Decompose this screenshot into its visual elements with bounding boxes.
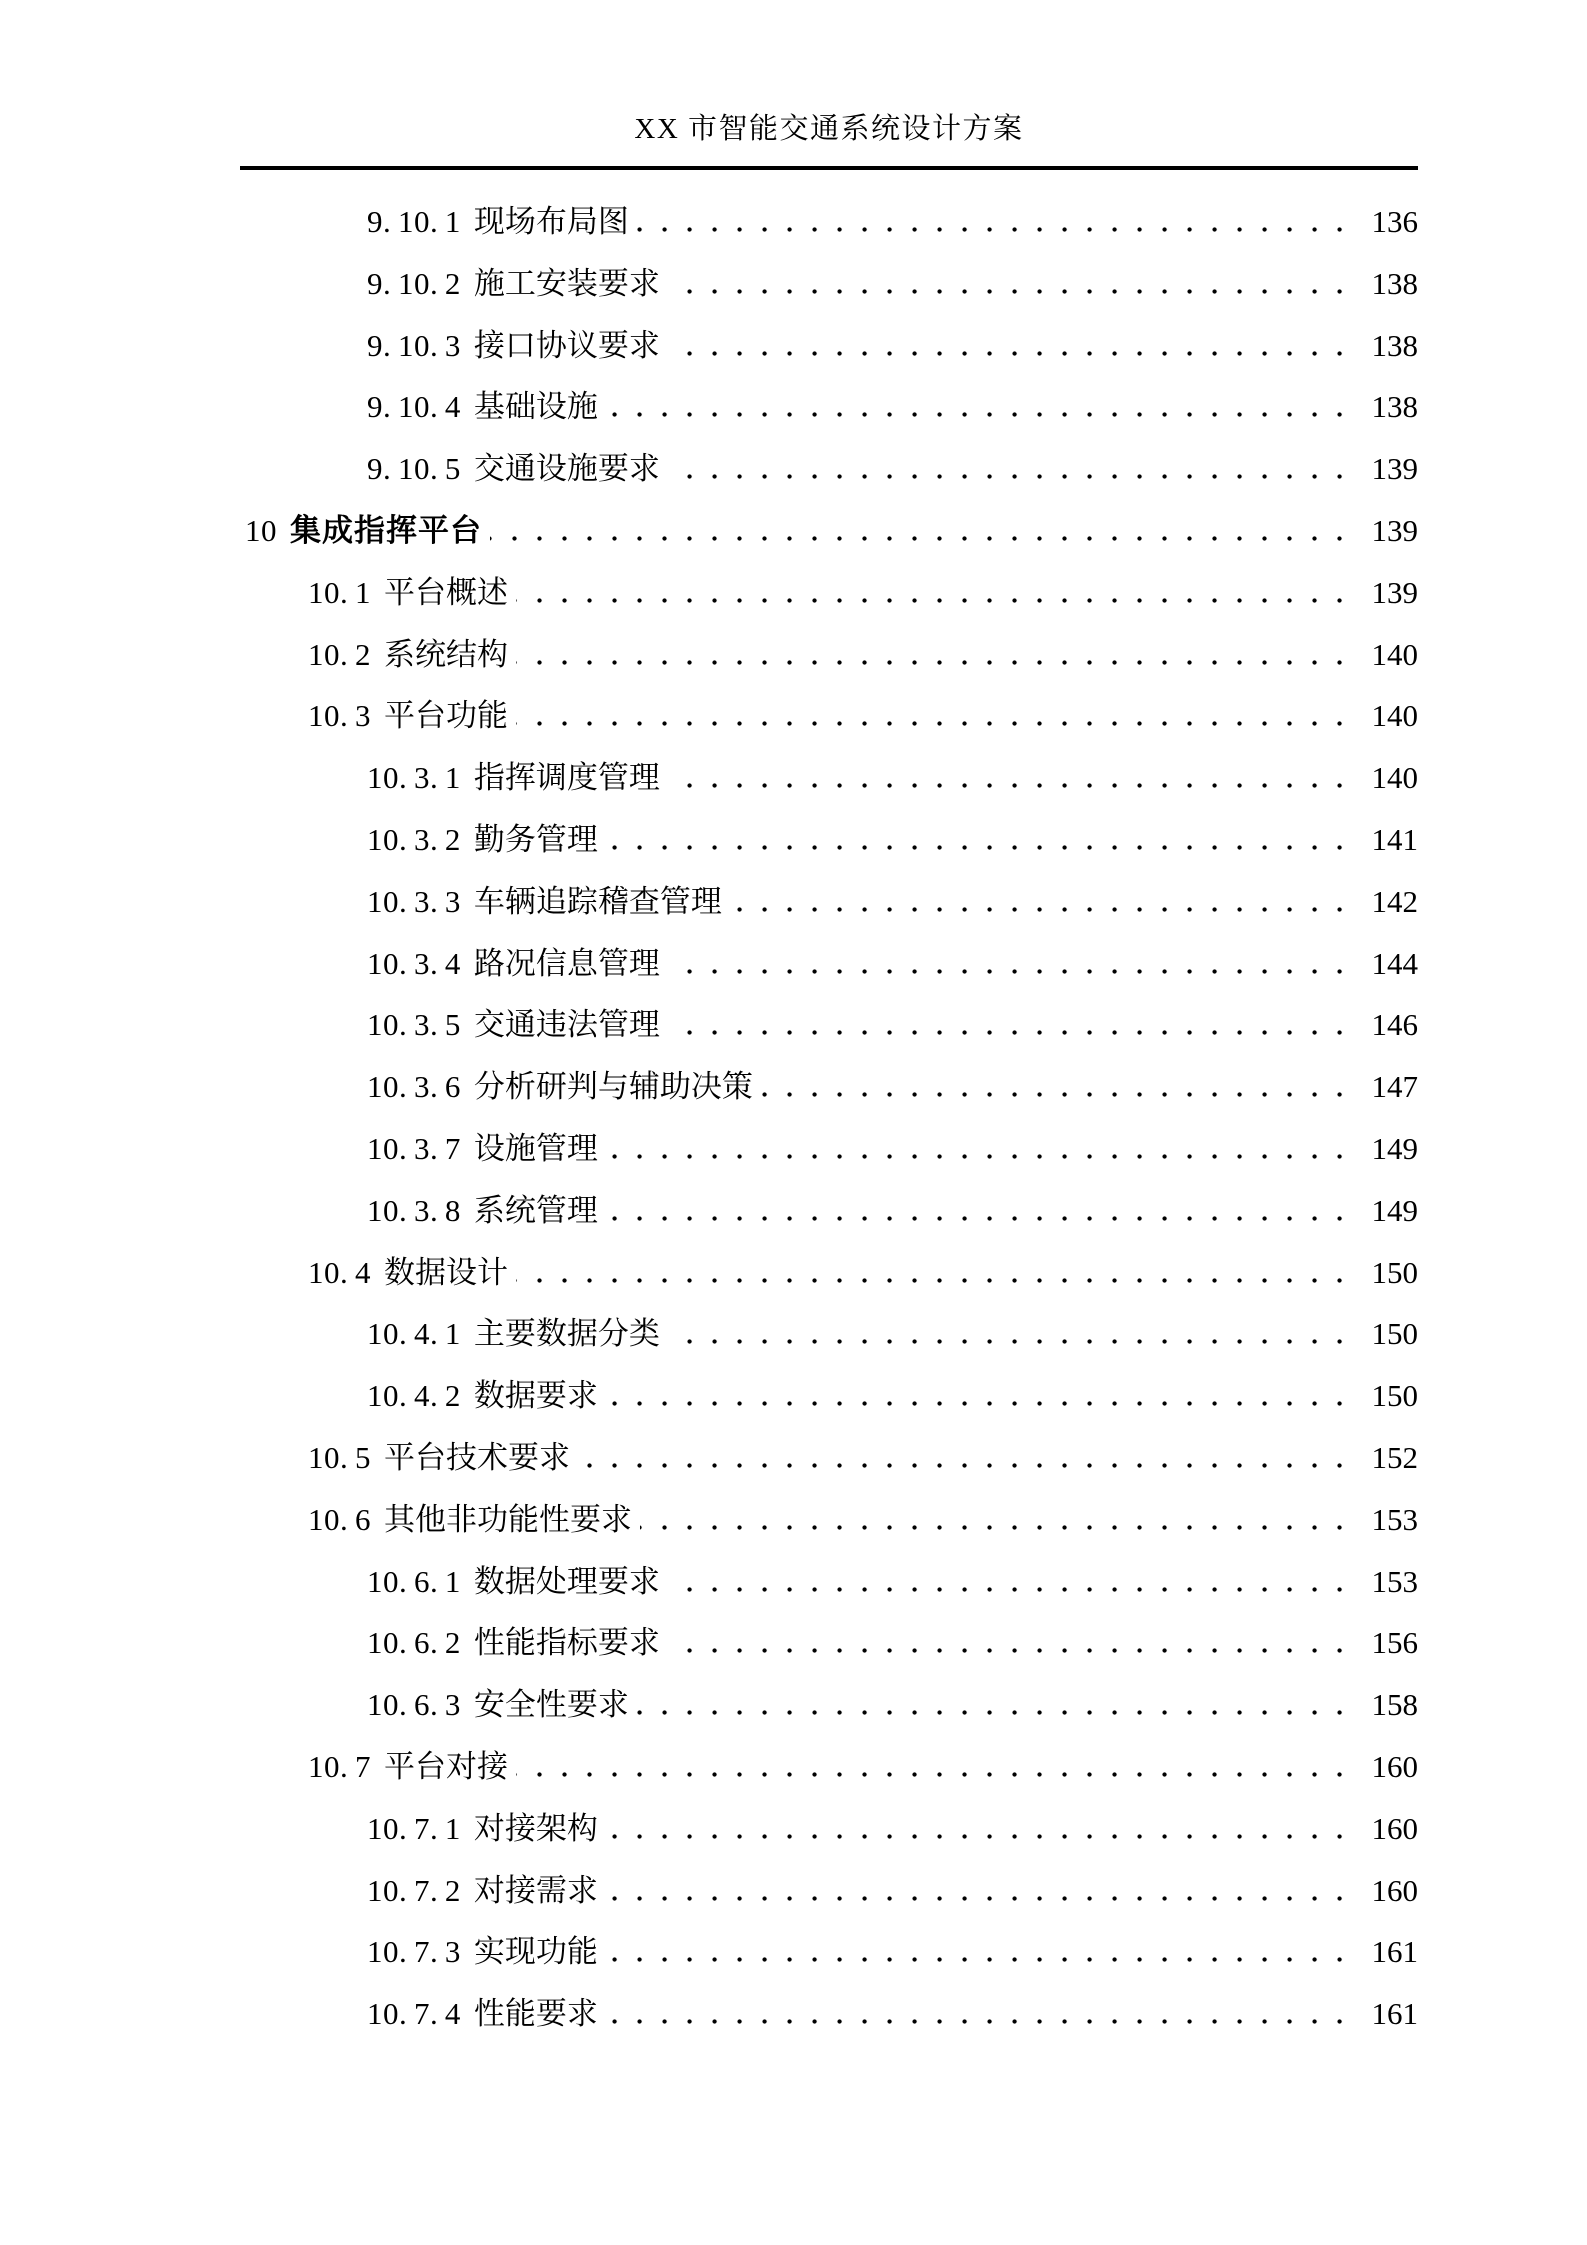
toc-entry[interactable]	[240, 747, 1418, 809]
toc-entry[interactable]	[240, 1489, 1418, 1551]
toc-entry-title: 系统结构	[383, 636, 508, 672]
toc-entry-number: 10. 3. 3	[367, 883, 461, 919]
toc-entry-page: 153	[1371, 1563, 1418, 1599]
dot-leader	[606, 2019, 1362, 2024]
toc-entry-title: 性能指标要求	[473, 1625, 660, 1661]
toc-entry-title: 交通设施要求	[473, 451, 660, 487]
toc-entry[interactable]	[240, 1983, 1418, 2045]
toc-entry[interactable]	[240, 438, 1418, 500]
toc-entry-title: 数据设计	[383, 1254, 508, 1290]
toc-entry-title: 安全性要求	[473, 1687, 629, 1723]
dot-leader	[516, 660, 1362, 665]
dot-leader	[637, 227, 1362, 232]
dot-leader	[668, 1587, 1362, 1592]
toc-entry-page: 140	[1371, 760, 1418, 796]
toc-entry[interactable]	[240, 1736, 1418, 1798]
toc-entry-number: 10. 6. 1	[367, 1563, 461, 1599]
dot-leader	[490, 536, 1362, 541]
dot-leader	[578, 1463, 1362, 1468]
toc-entry-number: 10. 5	[308, 1439, 371, 1475]
toc-entry-page: 138	[1371, 389, 1418, 425]
dot-leader	[606, 1896, 1362, 1901]
toc-entry[interactable]	[240, 1551, 1418, 1613]
dot-leader	[606, 412, 1362, 417]
dot-leader	[668, 1339, 1362, 1344]
toc-entry[interactable]	[240, 500, 1418, 562]
dot-leader	[668, 1030, 1362, 1035]
toc-entry-page: 150	[1371, 1378, 1418, 1414]
dot-leader	[761, 1092, 1362, 1097]
dot-leader	[606, 1216, 1362, 1221]
toc-entry[interactable]	[240, 1242, 1418, 1304]
toc-entry-page: 149	[1371, 1192, 1418, 1228]
toc-entry-number: 10. 6. 3	[367, 1687, 461, 1723]
toc-entry[interactable]	[240, 1860, 1418, 1922]
dot-leader	[668, 969, 1362, 974]
dot-leader	[668, 289, 1362, 294]
toc-entry[interactable]	[240, 315, 1418, 377]
toc-entry-page: 136	[1371, 204, 1418, 239]
toc-entry-number: 10. 4	[308, 1254, 371, 1290]
toc-entry-title: 平台技术要求	[383, 1439, 570, 1475]
toc-entry-page: 150	[1371, 1316, 1418, 1352]
toc-entry-title: 对接需求	[473, 1872, 598, 1908]
toc-entry-page: 147	[1371, 1069, 1418, 1105]
toc-entry-number: 10. 3. 6	[367, 1069, 461, 1105]
toc-entry-number: 10. 7. 2	[367, 1872, 461, 1908]
toc-entry[interactable]	[240, 1674, 1418, 1736]
toc-entry-number: 9. 10. 5	[367, 451, 461, 487]
toc-entry-title: 其他非功能性要求	[383, 1501, 632, 1537]
dot-leader	[606, 845, 1362, 850]
dot-leader	[516, 721, 1362, 726]
dot-leader	[516, 1278, 1362, 1283]
toc-entry-title: 路况信息管理	[473, 945, 660, 981]
toc-entry-page: 152	[1371, 1439, 1418, 1475]
toc-entry-number: 10. 1	[308, 574, 371, 610]
toc-entry-title: 平台对接	[383, 1748, 508, 1784]
toc-entry-page: 160	[1371, 1810, 1418, 1846]
toc-entry-number: 10	[245, 512, 277, 548]
dot-leader	[606, 1834, 1362, 1839]
toc-entry-number: 10. 6	[308, 1501, 371, 1537]
toc-entry-title: 基础设施	[473, 389, 598, 425]
toc-entry-number: 10. 3. 7	[367, 1130, 461, 1166]
toc-entry-title: 平台功能	[383, 698, 508, 734]
toc-entry[interactable]	[240, 1303, 1418, 1365]
toc-entry-number: 10. 4. 2	[367, 1378, 461, 1414]
toc-entry-number: 10. 7. 1	[367, 1810, 461, 1846]
page-header-title: XX 市智能交通系统设计方案	[634, 113, 1024, 145]
toc-entry-title: 实现功能	[473, 1934, 598, 1970]
dot-leader	[668, 474, 1362, 479]
toc-entry-number: 10. 3. 2	[367, 821, 461, 857]
toc-entry-title: 对接架构	[473, 1810, 598, 1846]
toc-entry-title: 车辆追踪稽查管理	[473, 883, 722, 919]
toc-entry-title: 系统管理	[473, 1192, 598, 1228]
toc-entry[interactable]	[240, 1180, 1418, 1242]
toc-entry-page: 156	[1371, 1625, 1418, 1661]
toc-entry[interactable]	[240, 1056, 1418, 1118]
toc-entry[interactable]	[240, 994, 1418, 1056]
dot-leader	[668, 783, 1362, 788]
dot-leader	[606, 1401, 1362, 1406]
toc-entry-title: 施工安装要求	[473, 265, 660, 301]
toc-entry[interactable]	[240, 933, 1418, 995]
dot-leader	[668, 1648, 1362, 1653]
toc-entry-number: 10. 2	[308, 636, 371, 672]
dot-leader	[668, 351, 1362, 356]
toc-entry-page: 140	[1371, 698, 1418, 734]
toc-entry[interactable]	[240, 376, 1418, 438]
toc-entry-number: 10. 6. 2	[367, 1625, 461, 1661]
toc-entry[interactable]	[240, 624, 1418, 686]
toc-entry-number: 9. 10. 4	[367, 389, 461, 425]
toc-entry[interactable]	[240, 1427, 1418, 1489]
toc-entry-title: 集成指挥平台	[290, 512, 482, 548]
toc-entry-title: 主要数据分类	[473, 1316, 660, 1352]
toc-entry[interactable]	[240, 1118, 1418, 1180]
toc-entry-number: 10. 3. 4	[367, 945, 461, 981]
dot-leader	[516, 1772, 1362, 1777]
dot-leader	[640, 1525, 1362, 1530]
toc-entry-page: 158	[1371, 1687, 1418, 1723]
toc-entry-title: 接口协议要求	[473, 327, 660, 363]
dot-leader	[730, 907, 1362, 912]
toc-entry-number: 10. 4. 1	[367, 1316, 461, 1352]
dot-leader	[637, 1710, 1362, 1715]
toc-entry-page: 140	[1371, 636, 1418, 672]
toc-entry-page: 161	[1371, 1996, 1418, 2032]
toc-entry-page: 138	[1371, 327, 1418, 363]
toc-entry-number: 10. 3. 8	[367, 1192, 461, 1228]
toc-entry[interactable]	[240, 809, 1418, 871]
toc-entry-page: 141	[1371, 821, 1418, 857]
toc-entry-page: 153	[1371, 1501, 1418, 1537]
toc-entry-title: 设施管理	[473, 1130, 598, 1166]
toc-entry[interactable]	[240, 191, 1418, 253]
toc-entry-title: 交通违法管理	[473, 1007, 660, 1043]
toc-entry-page: 161	[1371, 1934, 1418, 1970]
toc-entry-number: 9. 10. 2	[367, 265, 461, 301]
dot-leader	[606, 1957, 1362, 1962]
toc-entry-number: 9. 10. 1	[367, 204, 461, 239]
toc-entry-page: 146	[1371, 1007, 1418, 1043]
toc-entry[interactable]	[240, 562, 1418, 624]
toc-entry[interactable]	[240, 1921, 1418, 1983]
toc-entry-page: 139	[1371, 512, 1418, 548]
toc-entry[interactable]	[240, 1612, 1418, 1674]
toc-entry-title: 现场布局图	[473, 204, 629, 239]
toc-entry-number: 10. 3. 5	[367, 1007, 461, 1043]
toc-entry-title: 数据要求	[473, 1378, 598, 1414]
toc-list	[240, 191, 1418, 2045]
toc-entry-number: 9. 10. 3	[367, 327, 461, 363]
toc-entry-title: 性能要求	[473, 1996, 598, 2032]
toc-entry-number: 10. 3. 1	[367, 760, 461, 796]
toc-entry-page: 139	[1371, 574, 1418, 610]
toc-entry-number: 10. 7	[308, 1748, 371, 1784]
toc-entry-page: 149	[1371, 1130, 1418, 1166]
toc-entry-title: 平台概述	[383, 574, 508, 610]
toc-entry-page: 139	[1371, 451, 1418, 487]
toc-entry[interactable]	[240, 685, 1418, 747]
toc-entry-title: 数据处理要求	[473, 1563, 660, 1599]
toc-entry[interactable]	[240, 253, 1418, 315]
toc-entry[interactable]	[240, 1365, 1418, 1427]
toc-entry-page: 150	[1371, 1254, 1418, 1290]
toc-entry-page: 160	[1371, 1748, 1418, 1784]
dot-leader	[606, 1154, 1362, 1159]
toc-entry-title: 分析研判与辅助决策	[473, 1069, 753, 1105]
toc-entry-page: 160	[1371, 1872, 1418, 1908]
toc-entry-number: 10. 3	[308, 698, 371, 734]
toc-entry[interactable]	[240, 871, 1418, 933]
toc-entry-page: 144	[1371, 945, 1418, 981]
dot-leader	[516, 598, 1362, 603]
toc-entry-title: 指挥调度管理	[473, 760, 660, 796]
toc-entry-number: 10. 7. 4	[367, 1996, 461, 2032]
toc-entry-title: 勤务管理	[473, 821, 598, 857]
toc-entry[interactable]	[240, 1798, 1418, 1860]
toc-entry-page: 142	[1371, 883, 1418, 919]
toc-entry-number: 10. 7. 3	[367, 1934, 461, 1970]
toc-entry-page: 138	[1371, 265, 1418, 301]
header-rule	[240, 166, 1418, 170]
